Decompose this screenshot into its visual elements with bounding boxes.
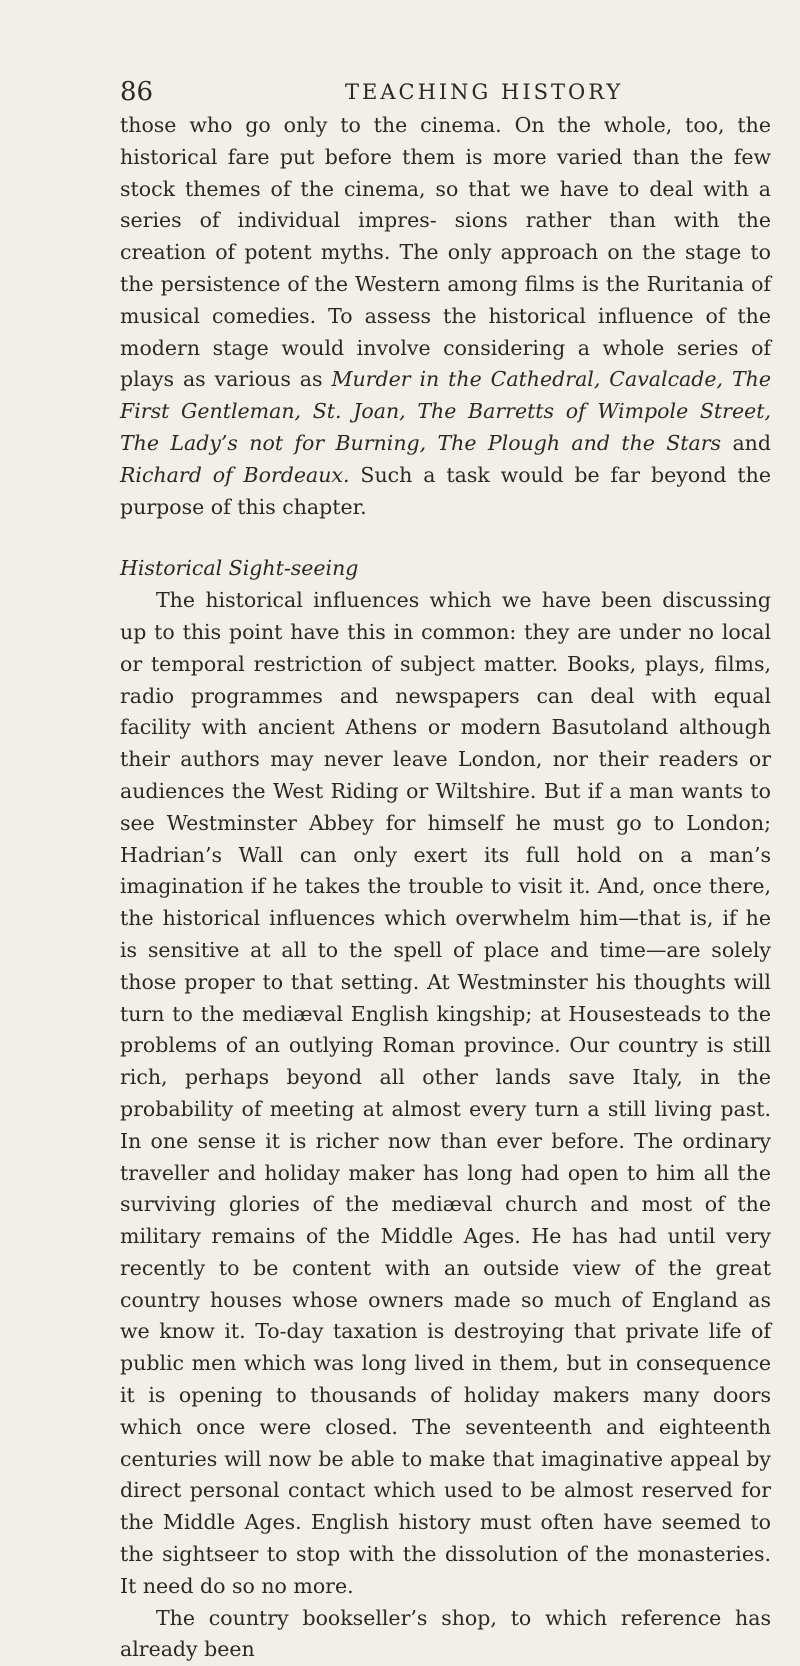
page-number: 86 <box>120 77 154 107</box>
paragraph: The historical influences which we have been discussing up to this point have this in common: they are under no local or temporal restriction of subject matter. Books, plays, films, radio programmes and newspapers can deal with equal facility with ancient Athens or modern Basutoland although their authors may never leave London, nor their readers or audiences the West Riding or Wiltshire. But if a man wants to see Westminster Abbey for himself he must go to London; Hadrian’s Wall can only exert its full hold on a man’s imagination if he takes the trouble to visit it. And, once there, the historical influences which overwhelm him—that is, if he is sensitive at all to the spell of place and time—are solely those proper to that setting. At Westminster his thoughts will turn to the mediæval English kingship; at Housesteads to the problems of an outlying Roman province. Our country is still rich, perhaps beyond all other lands save Italy, in the probability of meeting at almost every turn a still living past. In one sense it is richer now than ever before. The ordinary traveller and holiday maker has long had open to him all the surviving glories of the mediæval church and most of the military remains of the Middle Ages. He has had until very recently to be content with an outside view of the great country houses whose owners made so much of England as we know it. To-day taxation is destroying that private life of public men which was long lived in them, but in consequence it is opening to thousands of holiday makers many doors which once were closed. The seventeenth and eighteenth centuries will now be able to make that imaginative appeal by direct personal contact which used to be almost reserved for the Middle Ages. English history must often have seemed to the sightseer to stop with the dissolution of the monasteries. It need do so no more. <box>120 588 771 1598</box>
paragraph: The country bookseller’s shop, to which reference has already been <box>120 1605 771 1662</box>
running-title: TEACHING HISTORY <box>345 80 624 104</box>
play-titles: Murder in the Cathedral, Cavalcade, The First Gentleman, St. Joan, The Barretts of Wimpole Street, The Lady’s not for Burning, The Plough and the Stars <box>120 367 771 455</box>
section-heading: Historical Sight-seeing <box>120 556 359 581</box>
paragraph-text: Such a task would be far beyond the purpose of this chapter. <box>120 462 771 519</box>
paragraph-text: those who go only to the cinema. On the whole, too, the historical fare put before them is more varied than the few stock themes of the cinema, so that we have to deal with a series of individual impres- sions rather than with the creation of potent myths. The only approach on the stage to the persistence of the Western among films is the Ruritania of musical comedies. To assess the historical influence of the modern stage would involve considering a whole series of plays as various as <box>120 113 771 392</box>
body-text <box>120 110 771 1666</box>
paragraph-text: and <box>721 430 771 455</box>
play-title: Richard of Bordeaux. <box>120 462 350 487</box>
running-head <box>120 72 770 112</box>
paragraph-continuation <box>120 110 771 523</box>
